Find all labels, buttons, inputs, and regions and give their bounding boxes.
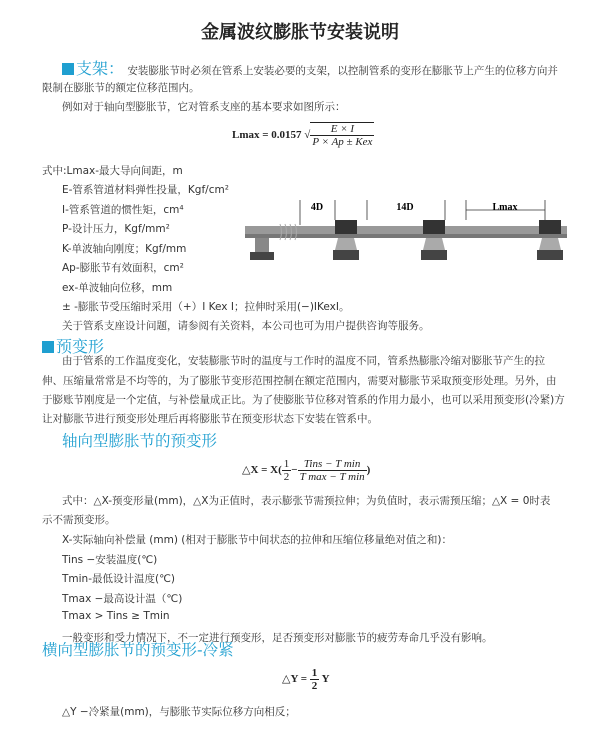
text-line: 关于管系支座设计问题，请参阅有关资料，本公司也可为用户提供咨询等服务。 — [62, 320, 430, 332]
lateral-heading: 横向型膨胀节的预变形-冷紧 — [42, 641, 234, 659]
support-line-1 — [62, 56, 558, 79]
formula-lhs: △Y = — [282, 673, 308, 686]
support-heading-text: 支架： — [76, 59, 125, 78]
formula-lhs: △X = X( — [242, 464, 282, 477]
formula-numerator: 1 — [311, 667, 318, 679]
lateral-line: △Y −冷紧量(mm)，与膨胀节实际位移方向相反； — [62, 706, 296, 718]
text-line: 于膨账节刚度是一个定值，与补偿量成正比。为了使膨胀节位移对管系的作用力最小，也可以采用预变形(冷紧)方 — [42, 394, 565, 406]
formula-rhs: Y — [321, 673, 330, 686]
text-line: Tmax −最高设计温（℃) — [62, 593, 183, 605]
text-line: ex-单波轴向位移，mm — [62, 282, 173, 294]
square-bullet-icon — [62, 63, 74, 75]
text-line: Tmax > Tins ≥ Tmin — [62, 610, 170, 622]
text-line: ± -膨胀节受压缩时采用（+）I Kex I；拉伸时采用(−)IKexI。 — [62, 301, 350, 313]
axial-heading: 轴向型膨胀节的预变形 — [62, 432, 218, 450]
text-line: K-单波轴向刚度；Kgf/mm — [62, 243, 187, 255]
text-line: 伸、压缩量常常是不均等的，为了膨胀节变形范围控制在额定范围内，需要对膨胀节采取预变形处理。另外，由 — [42, 375, 557, 387]
formula-numerator: E × I — [310, 123, 374, 136]
formula-lhs: Lmax = 0.0157 — [232, 129, 302, 142]
text-line: X-实际轴向补偿量 (mm) (相对于膨胀节中间状态的拉伸和压缩位移量绝对值之和)： — [62, 534, 452, 546]
half-den: 2 — [283, 471, 290, 483]
text-line: 由于管系的工作温度变化，安装膨胀节时的温度与工作时的温度不同，管系热膨胀冷缩对膨胀节产生的拉 — [62, 355, 545, 367]
formula-denominator: P × Ap ± Kex — [312, 136, 373, 148]
support-line-3: 例如对于轴向型膨胀节，它对管系支座的基本要求如图所示： — [62, 101, 346, 113]
lmax-formula: Lmax = 0.0157 √ $\frac{E \times I}{\text{P × Ap ± Kex}}$ — [232, 123, 373, 148]
predeform-heading-text: 预变形 — [56, 337, 105, 356]
delta-y-formula — [282, 667, 330, 692]
support-spacing-diagram — [245, 190, 570, 270]
support-line-2: 限制在膨胀节的额定位移范围内。 — [42, 82, 200, 94]
dim-4d: 4D — [310, 202, 324, 213]
text-line: 式中：△X-预变形量(mm)，△X为正值时，表示膨张节需预拉伸；为负值时，表示需预压缩；△X = 0时表 — [62, 495, 551, 507]
text-line: P-设计压力，Kgf/mm² — [62, 223, 170, 235]
text-line: 示不需预变形。 — [42, 514, 116, 526]
text-line: I-管系管道的惯性矩，cm⁴ — [62, 204, 184, 216]
pipe — [245, 226, 567, 234]
support-heading — [62, 59, 124, 78]
formula-denominator: 2 — [311, 680, 318, 692]
half-num: 1 — [283, 458, 290, 470]
square-bullet-icon — [42, 341, 54, 353]
minus: − — [291, 464, 298, 477]
text-line: 一般变形和受力情况下，不一定进行预变形，足否预变形对膨胀节的疲劳寿命几乎没有影响。 — [62, 632, 493, 644]
close-paren: ) — [366, 464, 371, 477]
dim-14d: 14D — [396, 202, 414, 213]
text-line: 让对膨胀节进行预变形处理后再将膨胀节在预变形状态下安装在管系中。 — [42, 413, 378, 425]
text-line: Ap-膨胀节有效面积，cm² — [62, 262, 184, 274]
page-title: 金属波纹膨胀节安装说明 — [201, 22, 399, 43]
text-line: Tins −安装温度(℃) — [62, 554, 158, 566]
delta-x-formula — [242, 458, 370, 483]
text-line: E-管系管道材料弹性投量，Kgf/cm² — [62, 184, 229, 196]
dim-lmax: Lmax — [492, 202, 518, 213]
formula-denominator: T max − T min — [299, 471, 365, 483]
text-line: 式中:Lmax-最大导向间距，m — [42, 165, 183, 177]
support-text: 安装膨胀节时必须在管系上安装必要的支架，以控制管系的变形在膨胀节上产生的位移方向并 — [127, 65, 558, 77]
formula-numerator: Tins − T min — [298, 458, 367, 471]
text-line: Tmin-最低设计温度(℃) — [62, 573, 175, 585]
